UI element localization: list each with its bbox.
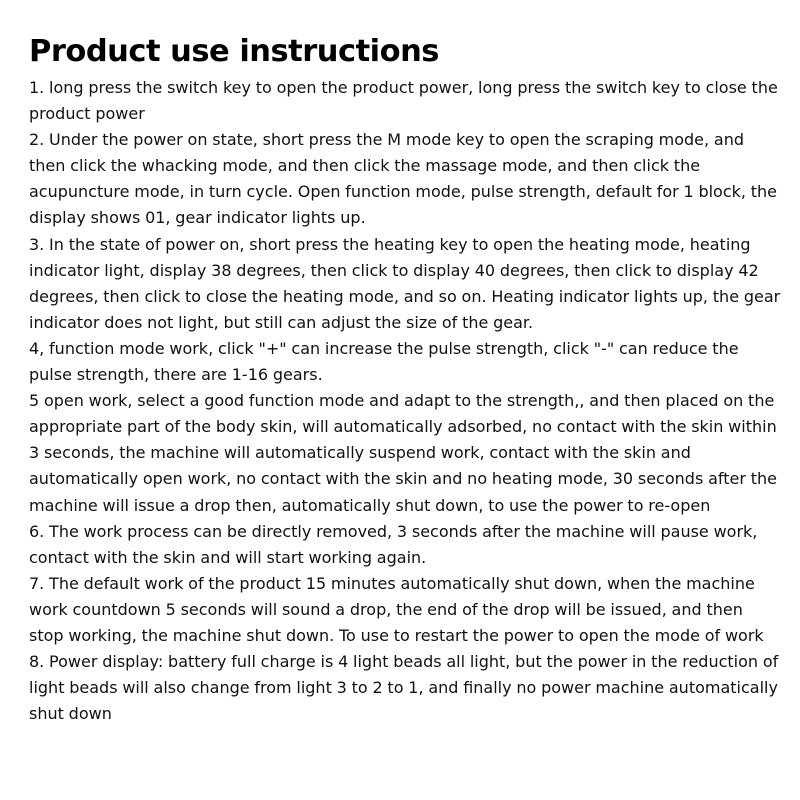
instruction-line: 6. The work process can be directly removed, 3 seconds after the machine will pause work, — [29, 521, 758, 541]
instruction-line: then click the whacking mode, and then click the massage mode, and then click the — [29, 156, 701, 176]
instruction-line: display shows 01, gear indicator lights up. — [29, 208, 366, 228]
instruction-line: 1. long press the switch key to open the product power, long press the switch key to close the — [29, 78, 778, 97]
instruction-line: degrees, then click to close the heating mode, and so on. Heating indicator lights up, the gear — [29, 286, 781, 306]
instructions-body — [29, 75, 781, 727]
instruction-line: work countdown 5 seconds will sound a drop, the end of the drop will be issued, and then — [29, 599, 743, 619]
instruction-line: 3. In the state of power on, short press the heating key to open the heating mode, heating — [29, 234, 751, 254]
instruction-line: indicator does not light, but still can adjust the size of the gear. — [29, 312, 534, 332]
instruction-line: 3 seconds, the machine will automatically suspend work, contact with the skin and — [29, 443, 691, 463]
instruction-line: appropriate part of the body skin, will automatically adsorbed, no contact with the skin within — [29, 417, 777, 437]
instruction-line: shut down — [29, 704, 112, 724]
page-title: Product use instructions — [29, 34, 439, 69]
instruction-line: 4, function mode work, click "+" can increase the pulse strength, click "-" can reduce the — [29, 338, 739, 358]
instruction-line: pulse strength, there are 1-16 gears. — [29, 365, 323, 385]
instruction-line: machine will issue a drop then, automatically shut down, to use the power to re-open — [29, 495, 711, 515]
instruction-line: 5 open work, select a good function mode and adapt to the strength,, and then placed on the — [29, 391, 775, 411]
instruction-line: automatically open work, no contact with the skin and no heating mode, 30 seconds after the — [29, 469, 777, 489]
instruction-line: light beads will also change from light 3 to 2 to 1, and finally no power machine automatically — [29, 678, 778, 698]
instruction-line: 8. Power display: battery full charge is 4 light beads all light, but the power in the reduction of — [29, 652, 779, 672]
instruction-line: product power — [29, 104, 145, 124]
instruction-line: contact with the skin and will start working again. — [29, 547, 427, 567]
instruction-line: stop working, the machine shut down. To use to restart the power to open the mode of work — [29, 625, 764, 645]
instruction-line: 2. Under the power on state, short press the M mode key to open the scraping mode, and — [29, 130, 745, 150]
instruction-line: acupuncture mode, in turn cycle. Open function mode, pulse strength, default for 1 block, the — [29, 182, 778, 202]
instruction-line: indicator light, display 38 degrees, then click to display 40 degrees, then click to display 42 — [29, 260, 759, 280]
instruction-line: 7. The default work of the product 15 minutes automatically shut down, when the machine — [29, 573, 755, 593]
